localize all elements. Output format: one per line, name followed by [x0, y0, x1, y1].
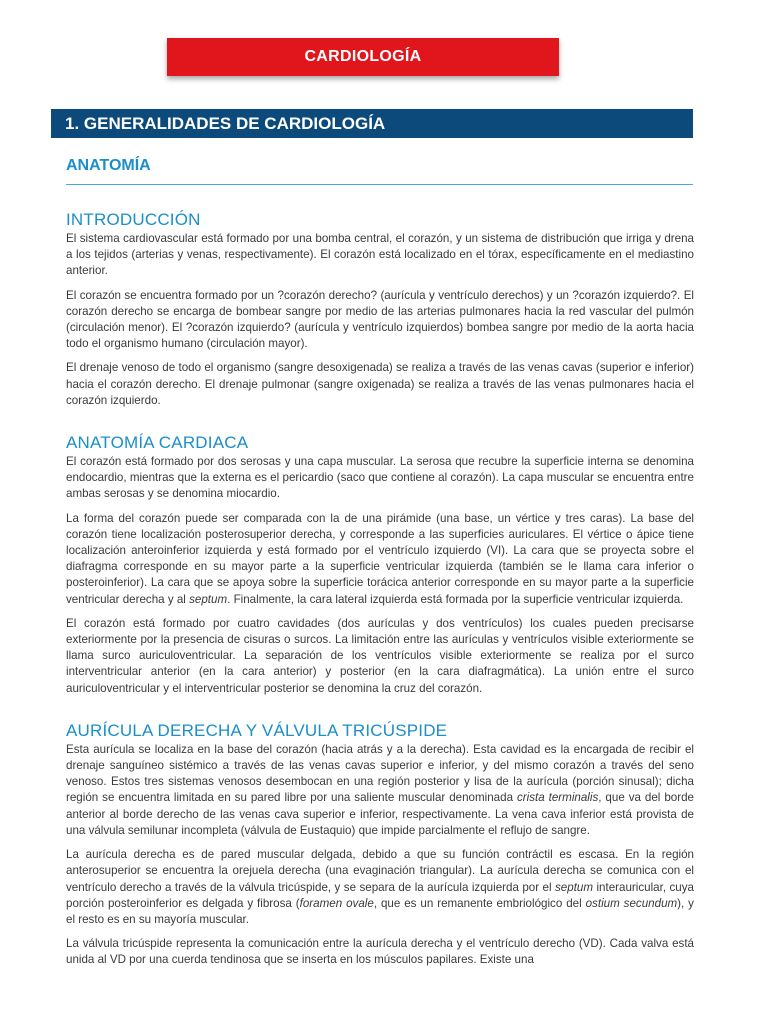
subsection-title: ANATOMÍA	[66, 157, 693, 185]
italic-term: septum	[555, 880, 594, 894]
auricula-heading: AURÍCULA DERECHA Y VÁLVULA TRICÚSPIDE	[66, 720, 448, 740]
intro-paragraph-3: El drenaje venoso de todo el organismo (sangre desoxigenada) se realiza a través de las venas cavas (superior e inferior) hacia el corazón derecho. El drenaje pulmonar (sangre oxigenada) se realiza a través de las venas pulmonares hacia el corazón izquierdo.	[66, 361, 694, 407]
italic-term: septum	[189, 592, 228, 606]
auricula-paragraph-2	[66, 847, 694, 928]
section-bar	[51, 109, 693, 138]
text-run: ), y el resto es en su mayoría muscular.	[66, 896, 694, 926]
auricula-section	[66, 721, 694, 969]
intro-paragraph-1: El sistema cardiovascular está formado por una bomba central, el corazón, y un sistema de distribución que irriga y drena a los tejidos (arterias y venas, respectivamente). El corazón está localizado en el tórax, específicamente en el mediastino anterior.	[66, 232, 694, 278]
italic-term: foramen ovale	[299, 896, 374, 910]
text-run: Esta aurícula se localiza en la base del corazón (hacia atrás y a la derecha). Esta cavidad es la encargada de recibir el drenaje sanguíneo sistémico a través de las venas cavas superior e inferior, y del mismo corazón a través del seno venoso. Estos tres sistemas venosos desembocan en una región posterior y lisa de la aurícula (porción sinusal); dicha región se encuentra limitada en su pared libre por una saliente muscular denominada	[66, 742, 694, 805]
text-run: . Finalmente, la cara lateral izquierda está formada por la superficie ventricular izquierda.	[227, 592, 684, 606]
anatomia-paragraph-1: El corazón está formado por dos serosas y una capa muscular. La serosa que recubre la superficie interna se denomina endocardio, mientras que la externa es el pericardio (saco que contiene al corazón). La capa muscular se encuentra entre ambas serosas y se denomina miocardio.	[66, 455, 694, 501]
text-run: , que va del borde anterior al borde derecho de las venas cava superior e inferior, respectivamente. La vena cava inferior está provista de una válvula semilunar incompleta (válvula de Eustaquio) que impide parcialmente el reflujo de sangre.	[66, 791, 694, 837]
text-run: La forma del corazón puede ser comparada con la de una pirámide (una base, un vértice y tres caras). La base del corazón tiene localización posterosuperior derecha, y corresponde a las superficies auriculares. El vértice o ápice tiene localización anteroinferior izquierda y está formado por el ventrículo izquierdo (VI). La cara que se proyecta sobre el diafragma corresponde en su mayor parte a la superficie ventricular izquierda (también se le llama cara inferior o posteroinferior). La cara que se apoya sobre la superficie torácica anterior corresponde en su mayor parte a la superficie ventricular derecha y al	[66, 511, 694, 606]
chapter-title: CARDIOLOGÍA	[304, 48, 422, 65]
anatomia-paragraph-2	[66, 511, 694, 608]
text-run: , que es un remanente embriológico del	[373, 896, 586, 910]
intro-section	[66, 210, 694, 409]
text-run: interauricular, cuya porción posteroinferior es delgada y fibrosa (	[66, 880, 694, 910]
intro-paragraph-2: El corazón se encuentra formado por un ?corazón derecho? (aurícula y ventrículo derechos) y un ?corazón izquierdo?. El corazón derecho se encarga de bombear sangre por medio de las arterias pulmonares hacia la red vascular del pulmón (circulación menor). El ?corazón izquierdo? (aurícula y ventrículo izquierdos) bombea sangre por medio de la aorta hacia todo el organismo humano (circulación mayor).	[66, 288, 694, 351]
auricula-paragraph-1	[66, 742, 694, 839]
section-title: 1. GENERALIDADES DE CARDIOLOGÍA	[65, 113, 386, 133]
auricula-paragraph-3: La válvula tricúspide representa la comunicación entre la aurícula derecha y el ventrículo derecho (VD). Cada valva está unida al VD por una cuerda tendinosa que se inserta en los músculos papilares. Existe una	[66, 937, 694, 967]
anatomia-heading: ANATOMÍA CARDIACA	[66, 433, 249, 453]
text-run: La aurícula derecha es de pared muscular delgada, debido a que su función contráctil es escasa. En la región anterosuperior se encuentra la orejuela derecha (una evaginación triangular). La aurícula derecha se comunica con el ventrículo derecho a través de la válvula tricúspide, y se separa de la aurícula izquierda por el	[66, 848, 694, 894]
anatomia-section	[66, 433, 694, 697]
chapter-banner	[167, 38, 559, 76]
anatomia-paragraph-3: El corazón está formado por cuatro cavidades (dos aurículas y dos ventrículos) los cuales pueden precisarse exteriormente por la presencia de cisuras o surcos. La limitación entre las aurículas y ventrículos visible exteriormente se llama surco auriculoventricular. La separación de los ventrículos visible exteriormente se realiza por el surco interventricular anterior (en la cara anterior) y posterior (en la cara diafragmática). La unión entre el surco auriculoventricular y el interventricular posterior se denomina la cruz del corazón.	[66, 616, 694, 695]
italic-term: crista terminalis	[516, 791, 599, 805]
italic-term: ostium secundum	[585, 896, 678, 910]
intro-heading: INTRODUCCIÓN	[66, 210, 201, 229]
document-body	[66, 210, 694, 993]
